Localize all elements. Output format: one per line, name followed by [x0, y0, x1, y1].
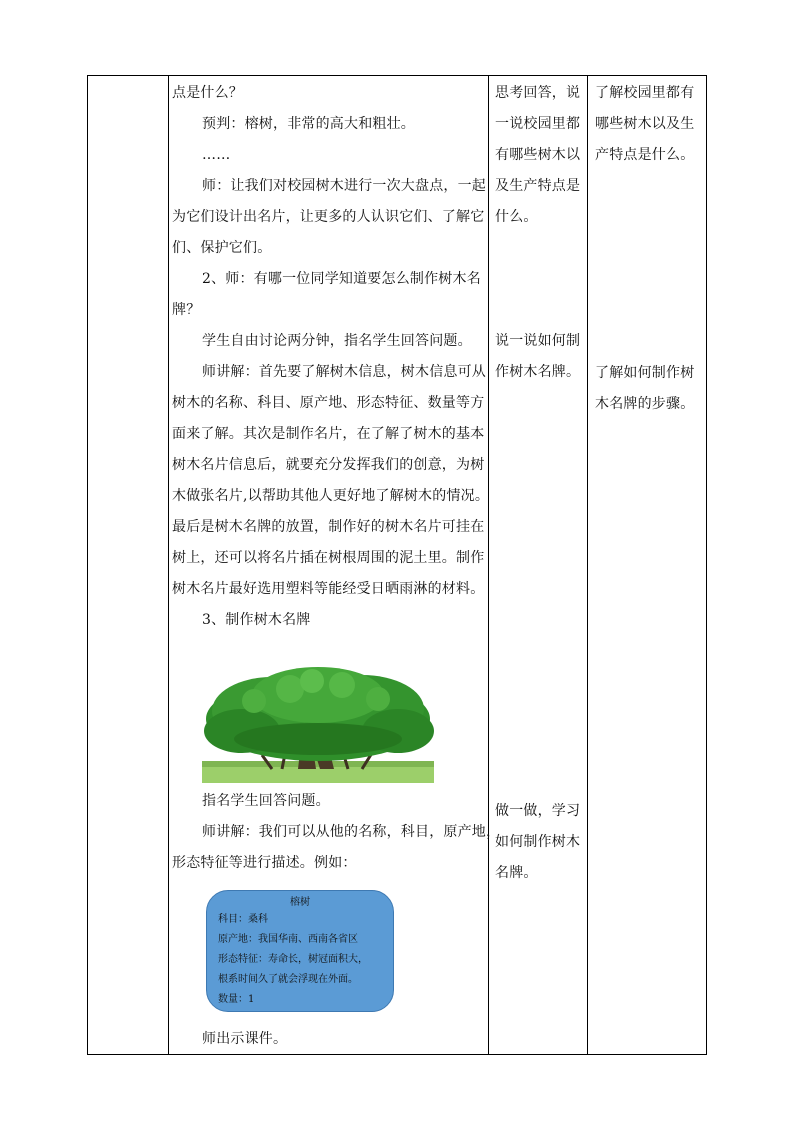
- lesson-table: [87, 75, 707, 1055]
- text-line: 3、制作树木名牌: [202, 612, 311, 628]
- text-line: 树上，还可以将名片插在树根周围的泥土里。制作: [172, 550, 485, 566]
- text-line: 树木的名称、科目、原产地、形态特征、数量等方: [172, 395, 485, 411]
- text-line: 师讲解：我们可以从他的名称，科目，原产地，: [202, 824, 501, 840]
- text-line: 最后是树木名牌的放置，制作好的树木名片可挂在: [172, 519, 485, 535]
- text-line: 树木名片最好选用塑料等能经受日晒雨淋的材料。: [172, 581, 485, 597]
- text-line: 产特点是什么。: [595, 147, 695, 163]
- card-line: 数量：1: [218, 994, 255, 1005]
- text-line: 一说校园里都: [495, 116, 581, 132]
- text-line: 牌？: [172, 302, 201, 318]
- closing-text: [172, 1024, 287, 1055]
- text-line: 面来了解。其次是制作名片，在了解了树木的基本: [172, 426, 485, 442]
- text-line: 做一做，学习: [495, 803, 581, 819]
- after-image-text: [172, 786, 500, 879]
- column-divider: [587, 76, 588, 1054]
- banyan-tree-image: [202, 665, 434, 783]
- text-line: 哪些树木以及生: [595, 116, 695, 132]
- text-line: 作树木名牌。: [495, 364, 581, 380]
- card-line: 形态特征：寿命长，树冠面积大，: [218, 954, 368, 965]
- text-line: 师出示课件。: [202, 1031, 288, 1047]
- text-line: 了解如何制作树: [595, 365, 695, 381]
- text-line: 说一说如何制: [495, 333, 581, 349]
- column-divider: [168, 76, 169, 1054]
- text-line: 树木名片信息后，就要充分发挥我们的创意，为树: [172, 457, 485, 473]
- text-line: 思考回答，说: [495, 85, 581, 101]
- text-line: 木名牌的步骤。: [595, 396, 695, 412]
- text-line: 木做张名片,以帮助其他人更好地了解树木的情况。: [172, 488, 490, 504]
- text-line: 如何制作树木: [495, 834, 581, 850]
- text-line: 们、保护它们。: [172, 240, 272, 256]
- text-line: 什么。: [495, 209, 538, 225]
- text-line: 了解校园里都有: [595, 85, 695, 101]
- student-activity-1: [495, 78, 580, 233]
- text-line: 师：让我们对校园树木进行一次大盘点，一起: [202, 178, 486, 194]
- design-intent-2: [595, 358, 694, 420]
- text-line: 形态特征等进行描述。例如：: [172, 855, 357, 871]
- card-line: 根系时间久了就会浮现在外面。: [218, 974, 358, 985]
- text-line: 有哪些树木以: [495, 147, 581, 163]
- text-line: 2、师：有哪一位同学知道要怎么制作树木名: [202, 271, 481, 287]
- text-line: 预判：榕树，非常的高大和粗壮。: [202, 116, 415, 132]
- text-line: 名牌。: [495, 865, 538, 881]
- student-activity-2: [495, 326, 580, 388]
- card-line: 原产地：我国华南、西南各省区: [218, 934, 358, 945]
- text-line: 指名学生回答问题。: [202, 793, 330, 809]
- tree-name-card: [206, 890, 394, 1012]
- text-line: 为它们设计出名片，让更多的人认识它们、了解它: [172, 209, 485, 225]
- card-title: 榕树: [290, 897, 310, 908]
- text-line: 点是什么？: [172, 85, 243, 101]
- text-line: 及生产特点是: [495, 178, 581, 194]
- text-line: 师讲解：首先要了解树木信息，树木信息可从: [202, 364, 486, 380]
- card-line: 科目：桑科: [218, 914, 268, 925]
- text-line: ……: [202, 147, 231, 163]
- main-text-block: [172, 78, 489, 636]
- text-line: 学生自由讨论两分钟，指名学生回答问题。: [202, 333, 472, 349]
- design-intent-1: [595, 78, 694, 171]
- student-activity-3: [495, 796, 580, 889]
